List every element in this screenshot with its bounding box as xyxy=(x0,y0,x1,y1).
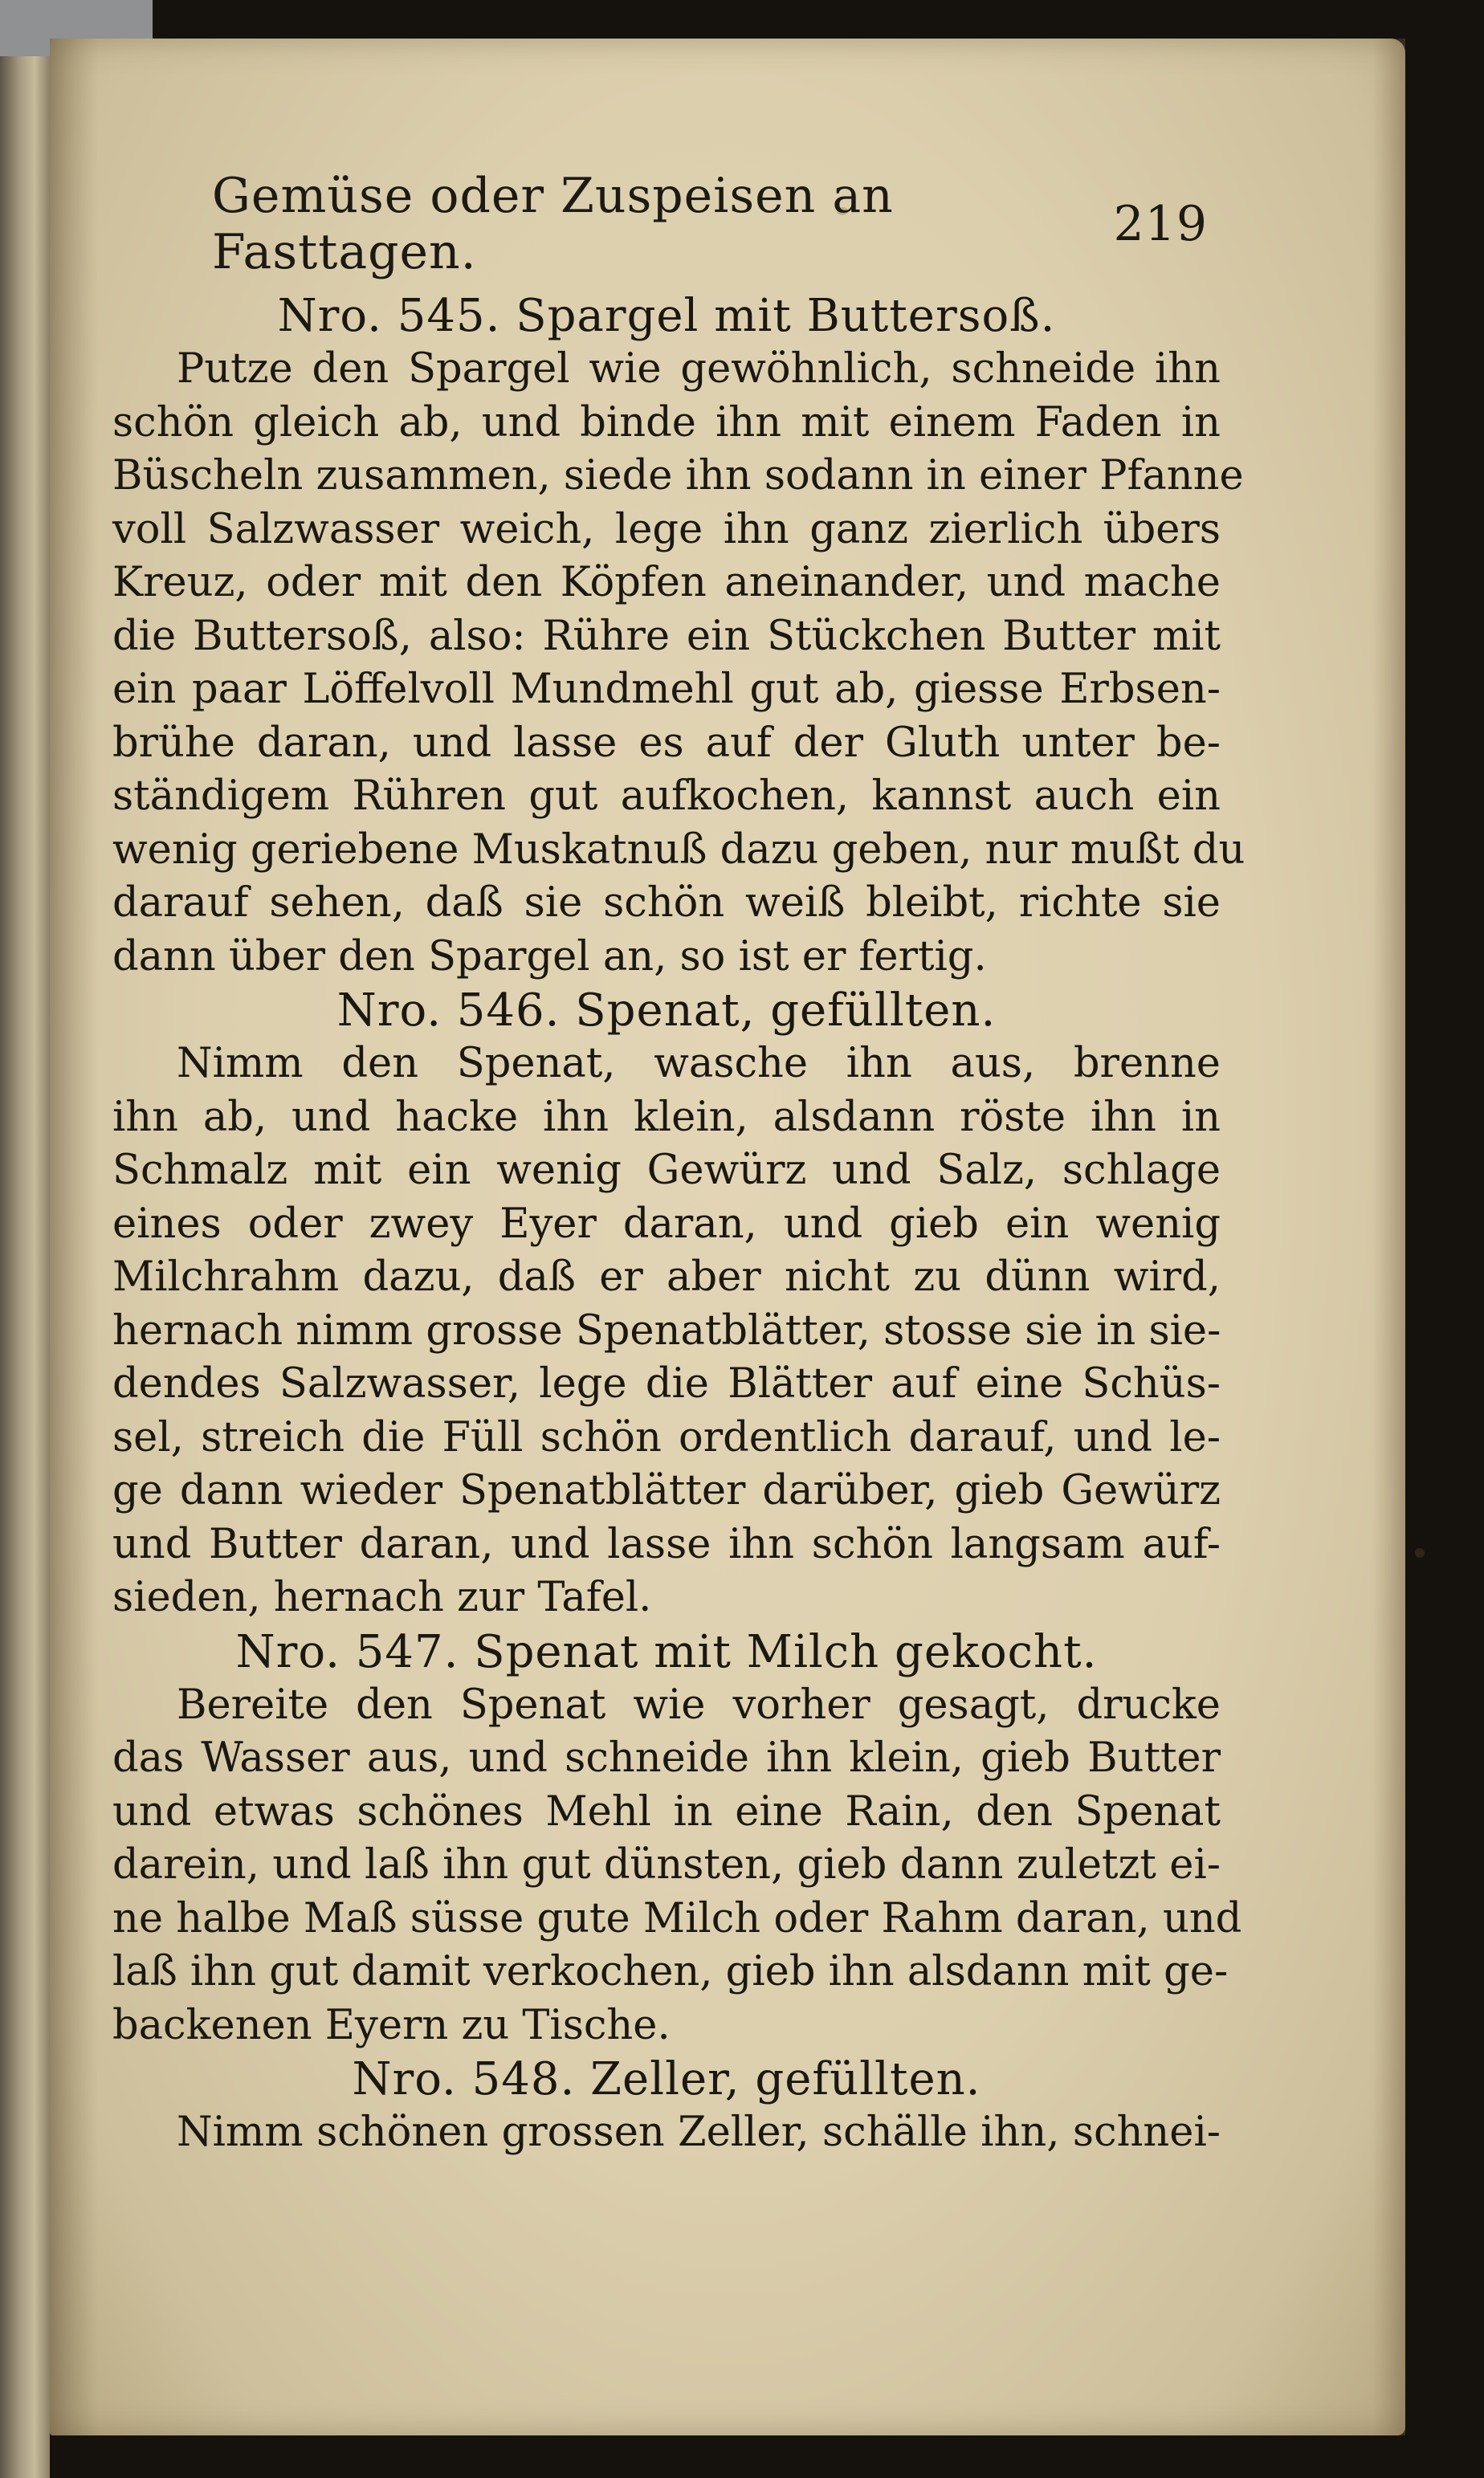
text-line: backenen Eyern zu Tische. xyxy=(112,2001,671,2049)
text-line: Schmalz mit ein wenig Gewürz und Salz, schlage xyxy=(112,1147,1221,1194)
text-line: das Wasser aus, und schneide ihn klein, gieb Butter xyxy=(112,1734,1221,1782)
text-line: Milchrahm dazu, daß er aber nicht zu dünn wird, xyxy=(112,1253,1221,1301)
text-line: sieden, hernach zur Tafel. xyxy=(112,1574,652,1621)
text-line: sel, streich die Füll schön ordentlich darauf, und le- xyxy=(112,1413,1221,1461)
text-line: hernach nimm grosse Spenatblätter, stosse sie in sie- xyxy=(112,1306,1221,1355)
text-line: die Buttersoß, also: Rühre ein Stückchen Butter mit xyxy=(112,612,1221,660)
text-line: schön gleich ab, und binde ihn mit einem Faden in xyxy=(112,398,1221,446)
recipe-heading-545: Nro. 545. Spargel mit Buttersoß. xyxy=(277,290,1056,342)
running-head xyxy=(212,168,1208,280)
text-line: darein, und laß ihn gut dünsten, gieb dann zuletzt ei- xyxy=(112,1841,1221,1889)
text-line: und etwas schönes Mehl in eine Rain, den Spenat xyxy=(112,1787,1221,1836)
text-line: dann über den Spargel an, so ist er fertig. xyxy=(112,932,987,980)
recipe-heading-547: Nro. 547. Spenat mit Milch gekocht. xyxy=(235,1625,1098,1678)
page-number: 219 xyxy=(1113,196,1208,252)
page-text xyxy=(112,289,1246,2160)
text-line: brühe daran, und lasse es auf der Gluth unter be- xyxy=(112,719,1221,767)
text-line: Kreuz, oder mit den Köpfen aneinander, und mache xyxy=(112,559,1221,606)
text-line: Bereite den Spenat wie vorher gesagt, drucke xyxy=(177,1681,1221,1729)
text-line: und Butter daran, und lasse ihn schön langsam auf- xyxy=(112,1520,1221,1568)
text-line: ständigem Rühren gut aufkochen, kannst auch ein xyxy=(112,772,1221,820)
left-page-edge xyxy=(0,0,50,2478)
paper-stain xyxy=(1415,1548,1425,1558)
recipe-heading-546: Nro. 546. Spenat, gefüllten. xyxy=(336,984,997,1037)
text-line: Nimm den Spenat, wasche ihn aus, brenne xyxy=(177,1040,1221,1087)
recipe-heading-548: Nro. 548. Zeller, gefüllten. xyxy=(352,2053,981,2105)
text-line: Büscheln zusammen, siede ihn sodann in einer Pfanne xyxy=(112,452,1244,499)
page-edge xyxy=(1373,39,1405,2435)
text-line: eines oder zwey Eyer daran, und gieb ein wenig xyxy=(112,1200,1221,1248)
recipe-body-547 xyxy=(112,1679,1242,2053)
text-line: wenig geriebene Muskatnuß dazu geben, nur mußt du xyxy=(112,825,1246,874)
text-line: voll Salzwasser weich, lege ihn ganz zierlich übers xyxy=(112,505,1221,553)
text-line: darauf sehen, daß sie schön weiß bleibt, richte sie xyxy=(112,879,1221,927)
text-line: ne halbe Maß süsse gute Milch oder Rahm daran, und xyxy=(112,1894,1242,1942)
text-line: Putze den Spargel wie gewöhnlich, schneide ihn xyxy=(177,345,1221,393)
running-head-title: Gemüse oder Zuspeisen an Fasttagen. xyxy=(212,168,894,280)
text-line: Nimm schönen grossen Zeller, schälle ihn, schnei- xyxy=(177,2109,1221,2156)
recipe-body-545 xyxy=(112,343,1246,984)
text-line: laß ihn gut damit verkochen, gieb ihn alsdann mit ge- xyxy=(112,1948,1229,1995)
text-line: ein paar Löffelvoll Mundmehl gut ab, giesse Erbsen- xyxy=(112,666,1221,713)
text-line: ihn ab, und hacke ihn klein, alsdann röste ihn in xyxy=(112,1093,1221,1141)
page-gutter xyxy=(50,39,98,2435)
recipe-body-546 xyxy=(112,1037,1221,1625)
text-line: ge dann wieder Spenatblätter darüber, gieb Gewürz xyxy=(112,1467,1221,1514)
recipe-body-548 xyxy=(112,2106,1221,2160)
text-line: dendes Salzwasser, lege die Blätter auf eine Schüs- xyxy=(112,1360,1221,1408)
